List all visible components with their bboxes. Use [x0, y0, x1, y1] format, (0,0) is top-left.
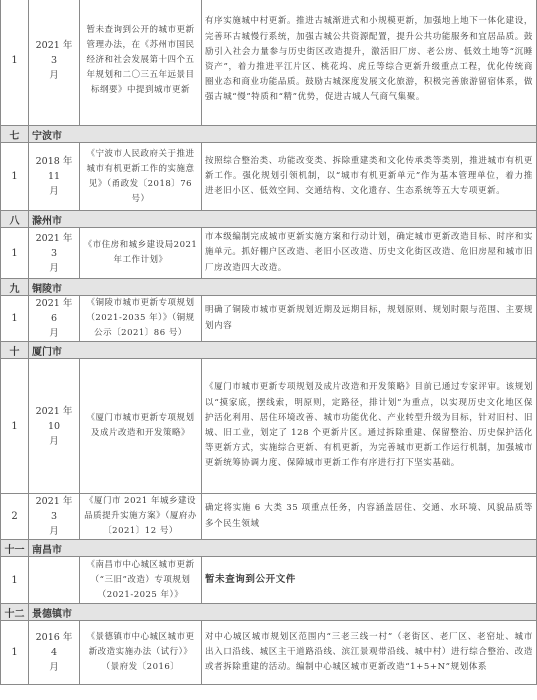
row-number: 1 — [1, 621, 29, 685]
release-date: 2021 年 6 月 — [29, 296, 80, 342]
table-row — [1, 143, 537, 211]
section-number: 十 — [1, 342, 29, 359]
policy-document: 《厦门市 2021 年城乡建设品质提升实施方案》（厦府办〔2021〕12 号） — [80, 494, 202, 540]
row-number: 1 — [1, 0, 29, 126]
section-number: 七 — [1, 126, 29, 143]
section-city-name: 铜陵市 — [29, 279, 537, 296]
release-date: 2021 年 3 月 — [29, 228, 80, 279]
table-row — [1, 557, 537, 604]
section-city-name: 宁波市 — [29, 126, 537, 143]
policy-document: 《宁波市人民政府关于推进城市有机更新工作的实施意见》（甬政发〔2018〕76 号） — [80, 143, 202, 211]
policy-content: 按照综合整治类、功能改变类、拆除重建类和文化传承类等类别，推进城市有机更新工作。强化规划引领机制，以“城市有机更新单元”作为基本管理单位，着力推进老旧小区、低效空间、交通结构、文化遗存、生态系统等五大专项更新。 — [202, 143, 537, 211]
table-row — [1, 621, 537, 685]
policy-content: 有序实施城中村更新。推进古城渐进式和小规模更新，加强地上地下一体化建设，完善环古城慢行系统，加强古城公共资源配置，提升公共功能服务和宜居品质。鼓励引入社会力量参与历史街区改造提升，激活旧厂房、老公房、低效土地等“沉睡资产”，着力推进平江片区、桃花坞、虎丘等综合更新升级重点工程，优化传统商圈业态和商业功能品质。鼓励古城深度发展文化旅游，积极完善旅游留宿体系，做强古城“慢”特质和“精”优势，促进古城人气商气集聚。 — [202, 0, 537, 126]
policy-content: 暂未查询到公开文件 — [202, 557, 537, 604]
section-number: 十一 — [1, 540, 29, 557]
release-date: 2021 年 3 月 — [29, 494, 80, 540]
city-section-row — [1, 126, 537, 143]
city-section-row — [1, 279, 537, 296]
release-date: 2016 年 4 月 — [29, 621, 80, 685]
release-date: 2021 年 10 月 — [29, 359, 80, 494]
policy-content: 明确了铜陵市城市更新规划近期及远期目标，规划原则、规划时限与范围、主要规划内容 — [202, 296, 537, 342]
row-number: 1 — [1, 296, 29, 342]
section-city-name: 景德镇市 — [29, 604, 537, 621]
policy-content: 对中心城区城市规划区范围内“三老三线一村”（老街区、老厂区、老窑址、城市出入口沿线、城区主干道路沿线、滨江景观带沿线、城中村）进行综合整治、改造或者拆除重建的活动。编制中心城区城市更新改造“1+5+N”规划体系 — [202, 621, 537, 685]
policy-document: 《铜陵市城市更新专项规划（2021-2035 年）》（铜规公示〔2021〕86 号） — [80, 296, 202, 342]
policy-content: 《厦门市城市更新专项规划及成片改造和开发策略》目前已通过专家评审。该规划以“摸家底，摆线索，明原则，定路径，排计划”为重点，以实现历史文化地区保护活化利用、居住环境改善、城市功能优化、产业转型升级为目标，针对旧村、旧城、旧工业，划定了 128 个更新片区。通过拆除重建、保留整治、历史保护活化等更新方式，实施综合更新、有机更新，为完善城市更新工作运行机制，加强城市更新统筹协调力度、保障城市更新工作有序进行打下坚实基础。 — [202, 359, 537, 494]
release-date — [29, 557, 80, 604]
policy-content: 确定将实施 6 大类 35 项重点任务，内容涵盖居住、交通、水环境、风貌品质等多个民生领域 — [202, 494, 537, 540]
section-city-name: 滁州市 — [29, 211, 537, 228]
section-number: 九 — [1, 279, 29, 296]
table-row — [1, 296, 537, 342]
policy-content: 市本级编制完成城市更新实施方案和行动计划，确定城市更新改造目标、时序和实施单元。抓好棚户区改造、老旧小区改造、历史文化街区改造、危旧房屋和城市旧厂房改造四大改造。 — [202, 228, 537, 279]
table-row — [1, 0, 537, 126]
section-number: 八 — [1, 211, 29, 228]
table-row — [1, 228, 537, 279]
row-number: 1 — [1, 228, 29, 279]
policy-document: 《景德镇市中心城区城市更新改造实施办法（试行）》（景府发〔2016〕 — [80, 621, 202, 685]
table-row — [1, 494, 537, 540]
policy-document: 暂未查询到公开的城市更新管理办法，在《苏州市国民经济和社会发展第十四个五年规划和二〇三五年远景目标纲要》中提到城市更新 — [80, 0, 202, 126]
city-section-row — [1, 604, 537, 621]
section-city-name: 南昌市 — [29, 540, 537, 557]
row-number: 2 — [1, 494, 29, 540]
row-number: 1 — [1, 143, 29, 211]
city-section-row — [1, 342, 537, 359]
policy-document: 《市住房和城乡建设局2021 年工作计划》 — [80, 228, 202, 279]
city-section-row — [1, 211, 537, 228]
section-number: 十二 — [1, 604, 29, 621]
release-date: 2021 年 3 月 — [29, 0, 80, 126]
row-number: 1 — [1, 557, 29, 604]
city-section-row — [1, 540, 537, 557]
policy-document: 《南昌市中心城区城市更新（“三旧”改造）专项规划（2021-2025 年）》 — [80, 557, 202, 604]
row-number: 1 — [1, 359, 29, 494]
release-date: 2018 年 11 月 — [29, 143, 80, 211]
table-row — [1, 359, 537, 494]
section-city-name: 厦门市 — [29, 342, 537, 359]
policy-document: 《厦门市城市更新专项规划及成片改造和开发策略》 — [80, 359, 202, 494]
